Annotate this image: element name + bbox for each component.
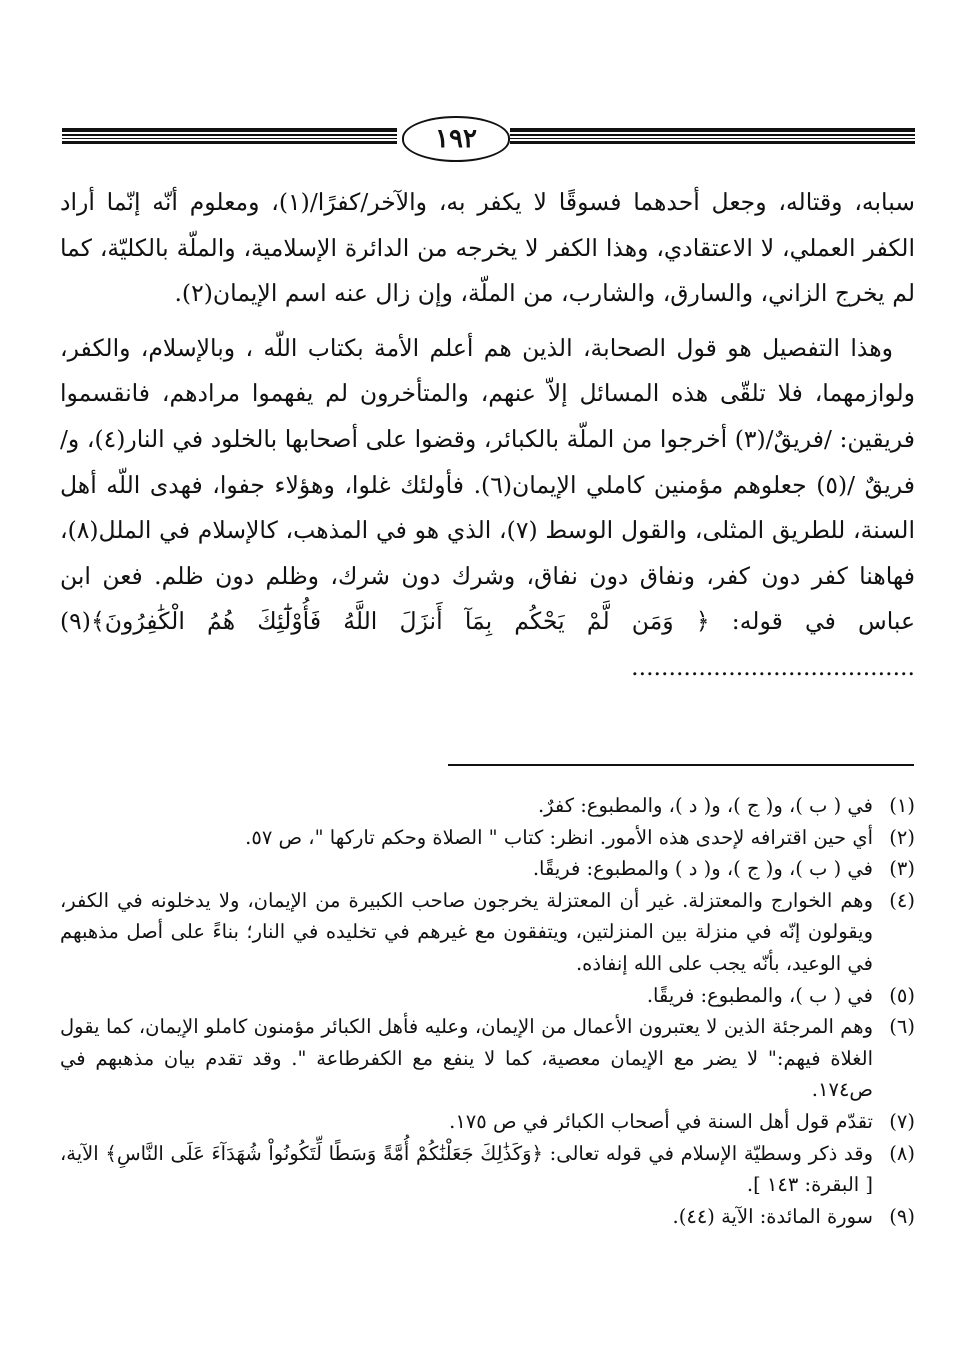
footnote-text: وهم الخوارج والمعتزلة. غير أن المعتزلة يخرجون صاحب الكبيرة من الإيمان، ولا يدخلونه في الكفر، ويقولون إنّه في منزلة بين المنزلتين، ويتفقون مع غيرهم في تخليده في النار؛ بناءً على أصل مذهبهم في الوعيد، بأنّه يجب على الله إنفاذه. [60,888,873,975]
paragraph-1: سبابه، وقتاله، وجعل أحدهما فسوقًا لا يكفر به، والآخر/كفرًا/(١)، ومعلوم أنّه إنّما أراد الكفر العملي، لا الاعتقادي، وهذا الكفر لا يخرجه من الدائرة الإسلامية، والملّة بالكليّة، كما لم يخرج الزاني، والسارق، والشارب، من الملّة، وإن زال عنه اسم الإيمان(٢). [60,188,915,308]
header-rule-right [510,128,915,150]
footnote-item [60,885,915,980]
footnote-item [60,980,915,1012]
footnote-item [60,790,915,822]
footnote-number: (٤) [889,888,915,912]
footnote-text: سورة المائدة: الآية (٤٤). [672,1204,873,1228]
footnote-text: تقدّم قول أهل السنة في أصحاب الكبائر في ص ١٧٥. [449,1109,873,1133]
footnote-text: وقد ذكر وسطيّة الإسلام في قوله تعالى: ﴿وَكَذَٰلِكَ جَعَلْنَٰكُمْ أُمَّةً وَسَطًا لِّتَكُونُواْ شُهَدَآءَ عَلَى النَّاسِ﴾ الآية، [ البقرة: ١٤٣ ]. [60,1141,873,1197]
paragraph-2 [60,326,915,691]
footnote-item [60,853,915,885]
footnote-number: (٦) [889,1015,915,1039]
footnote-item [60,822,915,854]
footnote-separator [448,764,914,766]
footnote-number: (٣) [889,857,915,881]
footnote-number: (٢) [889,825,915,849]
footnote-number: (٥) [889,983,915,1007]
footnote-number: (٨) [889,1141,915,1165]
footnote-text: وهم المرجئة الذين لا يعتبرون الأعمال من الإيمان، وعليه فأهل الكبائر مؤمنون كاملو الإيمان، كما يقول الغلاة فيهم:" لا يضر مع الإيمان معصية، كما لا ينفع مع الكفرطاعة ". وقد تقدم بيان مذهبهم في ص١٧٤. [60,1015,873,1102]
footnote-number: (١) [889,794,915,817]
page-header [62,116,915,166]
footnote-text: أي حين اقترافه لإحدى هذه الأمور. انظر: كتاب " الصلاة وحكم تاركها "، ص ٥٧. [245,825,873,849]
header-rule-left [62,128,397,150]
page-number: ١٩٢ [402,116,510,162]
footnote-item [60,1201,915,1233]
footnote-number: (٩) [889,1204,915,1228]
main-text [60,180,915,691]
footnote-text: في ( ب )، و( ج )، و( د ) والمطبوع: فريقًا. [532,857,873,881]
footnote-item [60,1138,915,1201]
footnote-item [60,1106,915,1138]
paragraph-2-text: وهذا التفصيل هو قول الصحابة، الذين هم أعلم الأمة بكتاب اللّه ، وبالإسلام، والكفر، ولوازمهما، فلا تلقّى هذه المسائل إلاّ عنهم، والمتأخرون لم يفهموا مرادهم، فانقسموا فريقين: /فريقٌ/(٣) أخرجوا من الملّة بالكبائر، وقضوا على أصحابها بالخلود في النار(٤)، و/ فريقٌ /(٥) جعلوهم مؤمنين كاملي الإيمان(٦). فأولئك غلوا، وهؤلاء جفوا، فهدى اللّه أهل السنة، للطريق المثلى، والقول الوسط (٧)، الذي هو في المذهب، كالإسلام في الملل(٨)، فهاهنا كفر دون كفر، ونفاق دون نفاق، وشرك دون شرك، وظلم دون ظلم. فعن ابن عباس في قوله: ﴿ وَمَن لَّمْ يَحْكُم بِمَآ أَنزَلَ اللَّهُ فَأُوْلَٰٓئِكَ هُمُ الْكَٰفِرُونَ﴾(٩) [60,333,915,636]
footnote-number: (٧) [889,1109,915,1133]
footnote-text: في ( ب )، و( ج )، و( د )، والمطبوع: كفرٌ. [537,794,873,817]
continuation-dots: ...................................... [631,652,915,681]
footnote-text: في ( ب )، والمطبوع: فريقًا. [646,983,873,1007]
footnote-item [60,1011,915,1106]
footnotes [60,790,915,1232]
